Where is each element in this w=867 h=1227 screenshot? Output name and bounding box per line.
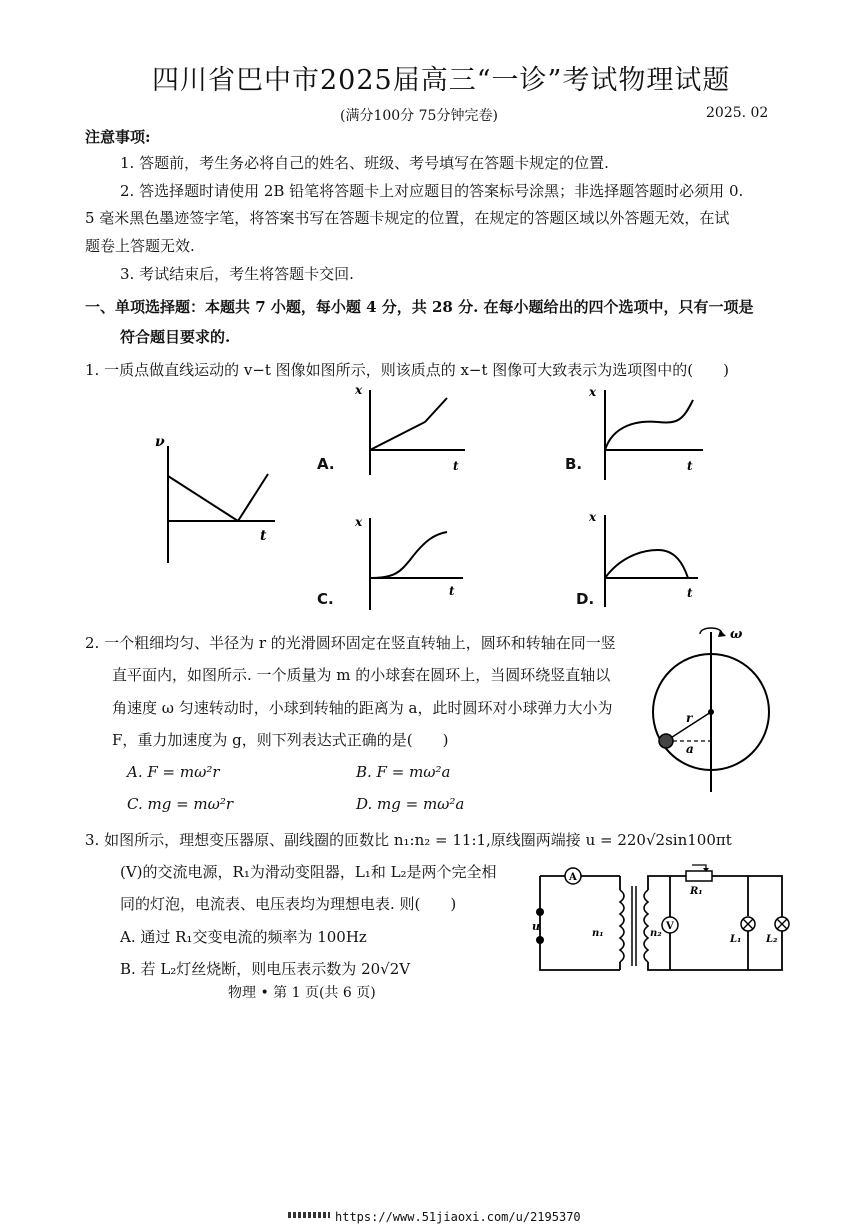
radius-label: r (686, 711, 693, 725)
exam-subtitle: (满分100分 75分钟完卷) (340, 108, 498, 124)
option-a-label: A. (317, 455, 335, 473)
t-axis-label: t (260, 528, 267, 544)
notice-item-2c: 题卷上答题无效. (85, 237, 195, 255)
question-2-option-c: C. mg = mω²r (127, 795, 234, 813)
x-axis-label: x (589, 385, 597, 399)
notice-item-3: 3. 考试结束后，考生将答题卡交回. (120, 265, 354, 283)
ring-figure (648, 622, 776, 794)
t-axis-label: t (687, 586, 693, 600)
question-2-line-1: 2. 一个粗细均匀、半径为 r 的光滑圆环固定在竖直转轴上，圆环和转轴在同一竖 (85, 634, 616, 652)
notice-item-2a: 2. 答选择题时请使用 2B 铅笔将答题卡上对应题目的答案标号涂黑；非选择题答题时必须用 0. (120, 182, 744, 200)
distance-label: a (686, 742, 694, 756)
question-2-option-d: D. mg = mω²a (356, 795, 465, 813)
notice-heading: 注意事项: (85, 128, 151, 146)
option-b-graph (583, 380, 713, 480)
option-c-graph (345, 510, 475, 610)
question-2-option-a: A. F = mω²r (127, 763, 220, 781)
source-label: u (532, 920, 540, 933)
footer-url[interactable]: https://www.51jiaoxi.com/u/2195370 (335, 1210, 581, 1224)
n1-label: n₁ (592, 928, 604, 939)
question-2-line-2: 直平面内，如图所示. 一个质量为 m 的小球套在圆环上，当圆环绕竖直轴以 (112, 666, 611, 684)
transformer-circuit (530, 862, 792, 978)
voltmeter-label: V (666, 921, 674, 932)
vt-graph (150, 428, 280, 568)
section-heading: 一、单项选择题：本题共 7 小题，每小题 4 分，共 28 分. 在每小题给出的四个选项中，只有一项是 (85, 298, 754, 316)
option-a-graph (345, 380, 475, 480)
ammeter-label: A (569, 872, 577, 883)
notice-item-1: 1. 答题前，考生务必将自己的姓名、班级、考号填写在答题卡规定的位置. (120, 154, 609, 172)
t-axis-label: t (453, 459, 459, 473)
omega-label: ω (730, 627, 743, 642)
option-d-graph (583, 505, 713, 610)
question-2-line-4: F，重力加速度为 g，则下列表达式正确的是( ) (112, 731, 449, 749)
question-2-line-3: 角速度 ω 匀速转动时，小球到转轴的距离为 a，此时圆环对小球弹力大小为 (112, 699, 613, 717)
footer-mark (288, 1212, 330, 1218)
x-axis-label: x (355, 515, 363, 529)
question-1-stem: 1. 一质点做直线运动的 v−t 图像如图所示，则该质点的 x−t 图像可大致表示为选项图中的( ) (85, 361, 729, 379)
l1-label: L₁ (730, 934, 742, 945)
t-axis-label: t (687, 459, 693, 473)
x-axis-label: x (589, 510, 597, 524)
question-3-line-3: 同的灯泡，电流表、电压表均为理想电表. 则( ) (120, 895, 457, 913)
option-c-label: C. (317, 590, 334, 608)
question-2-option-b: B. F = mω²a (356, 763, 451, 781)
x-axis-label: x (355, 383, 363, 397)
page-title: 四川省巴中市2025届高三“一诊”考试物理试题 (152, 65, 731, 96)
n2-label: n₂ (650, 928, 662, 939)
option-d-label: D. (576, 590, 595, 608)
l2-label: L₂ (766, 934, 778, 945)
option-b-label: B. (565, 455, 583, 473)
rheostat-icon (686, 871, 712, 881)
notice-item-2b: 5 毫米黑色墨迹签字笔，将答案书写在答题卡规定的位置，在规定的答题区域以外答题无效，在试 (85, 209, 730, 227)
question-3-line-2: (V)的交流电源，R₁为滑动变阻器，L₁和 L₂是两个完全相 (120, 863, 497, 881)
question-3-line-1: 3. 如图所示，理想变压器原、副线圈的匝数比 n₁:n₂ = 11:1,原线圈两端接 u = 220√2sin100πt (85, 831, 732, 849)
exam-date: 2025. 02 (706, 105, 769, 121)
v-axis-label: ν (155, 434, 165, 450)
page-footer: 物理 • 第 1 页(共 6 页) (228, 985, 376, 1001)
question-3-option-b: B. 若 L₂灯丝烧断，则电压表示数为 20√2V (120, 960, 411, 978)
section-heading-cont: 符合题目要求的. (120, 328, 231, 346)
question-3-option-a: A. 通过 R₁交变电流的频率为 100Hz (120, 928, 367, 946)
t-axis-label: t (449, 584, 455, 598)
r1-label: R₁ (690, 886, 703, 897)
